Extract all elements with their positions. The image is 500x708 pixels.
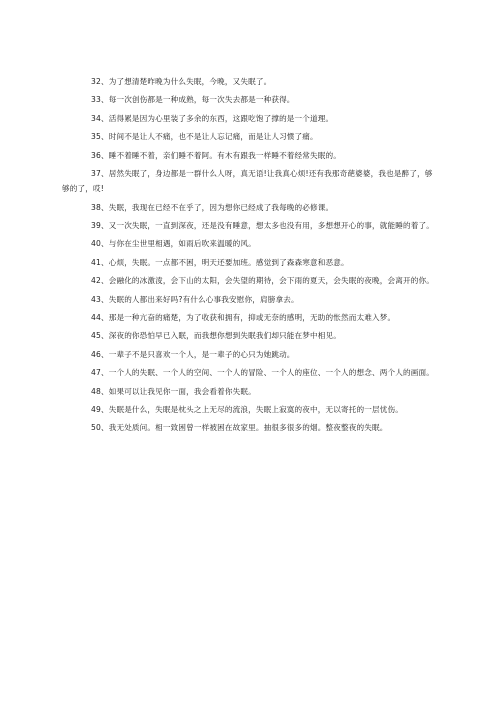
list-item: 48、如果可以让我见你一面，我会看着你失眠。 [91,386,256,396]
list-item: 35、时间不是让人不痛，也不是让人忘记痛，而是让人习惯了痛。 [91,132,318,142]
list-item: 34、活得累是因为心里装了多余的东西，这跟吃饱了撑的是一个道理。 [91,113,334,123]
list-item: 40、与你在尘世里相遇，如雨后吹来温暖的风。 [91,239,256,249]
list-item: 50、我无处质问。相一致困曾一样被困在故家里。抽很多很多的烟。整夜整夜的失眠。 [91,423,388,433]
list-item: 43、失眠的人都出来好吗?有什么心事我安慰你，肩膀拿去。 [91,294,299,304]
list-item: 41、心烦，失眠。一点都不困，明天还要加班。感觉到了森森寒意和恶意。 [91,257,349,267]
list-item: 37、居然失眠了，身边都是一群什么人呀，真无语!让我真心烦!还有我那奇葩婆婆，我也是醉了，够够的了，哎! [62,168,433,194]
list-item: 45、深夜的你恐怕早已入眠，而我想你想到失眠我们却只能在梦中相见。 [91,331,342,341]
quote-list [62,74,440,439]
list-item: 47、一个人的失眠、一个人的空间、一个人的冒险、一个人的座位、一个人的想念、两个人的画面。 [91,368,434,378]
list-item: 33、每一次创伤都是一种成熟，每一次失去都是一种获得。 [91,95,295,105]
list-item: 44、那是一种亢奋的痛楚，为了收获和拥有，抑或无奈的感明，无助的怅然而太难入梦。 [91,312,396,322]
list-item: 32、为了想清楚昨晚为什么失眠，今晚，又失眠了。 [91,77,272,86]
list-item: 49、失眠是什么，失眠是枕头之上无尽的流浪，失眠上寂寞的夜中，无以寄托的一层忧伤。 [91,404,403,414]
list-item: 46、一辈子不是只喜欢一个人，是一辈子的心只为她跳动。 [91,349,295,359]
list-item: 39、又一次失眠，一直到深夜，还是没有睡意，想太多也没有用，多想想开心的事，就能睡的着了。 [91,221,434,231]
list-item: 36、睡不着睡不着，亲们睡不着阿。有木有跟我一样睡不着经常失眠的。 [91,150,342,160]
list-item: 38、失眠，我现在已经不在乎了，因为想你已经成了我每晚的必修课。 [91,202,334,212]
list-item: 42、会融化的冰激淩，会下山的太阳，会失望的期待，会下雨的夏天，会失眠的夜晚，会离开的你。 [91,276,434,286]
